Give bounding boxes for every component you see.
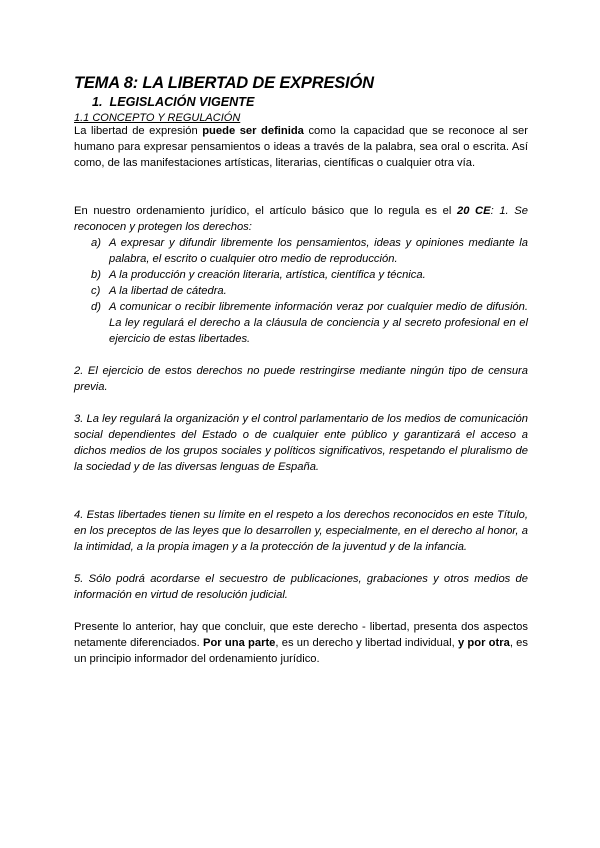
point-3: 3. La ley regulará la organización y el control parlamentario de los medios de comunicación social dependientes del Estado o de cualquier ente público y garantizará el acceso a dichos medios de los grupos sociales y políticos significativos, respetando el pluralismo de la sociedad y de las diversas lenguas de España. xyxy=(74,413,528,473)
list-item: d) A comunicar o recibir libremente información veraz por cualquier medio de difusión. La ley regulará el derecho a la cláusula de conciencia y al secreto profesional en el ejercicio de estas libertades. xyxy=(91,301,528,345)
document-title: TEMA 8: LA LIBERTAD DE EXPRESIÓN xyxy=(74,74,374,92)
section-number: 1. xyxy=(92,95,103,109)
section-label: LEGISLACIÓN VIGENTE xyxy=(109,95,255,109)
point-4: 4. Estas libertades tienen su límite en el respeto a los derechos reconocidos en este Título, en los preceptos de las leyes que lo desarrollen y, especialmente, en el derecho al honor, a la intimidad, a la propia imagen y a la protección de la juventud y de la infancia. xyxy=(74,509,528,553)
subsection-heading: 1.1 CONCEPTO Y REGULACIÓN xyxy=(74,112,241,124)
section-heading xyxy=(92,95,254,109)
point-2: 2. El ejercicio de estos derechos no puede restringirse mediante ningún tipo de censura previa. xyxy=(74,365,528,393)
conclusion-bold-2: y por otra xyxy=(457,637,510,649)
law-intro-paragraph: En nuestro ordenamiento jurídico, el artículo básico que lo regula es el 20 CE: 1. Se reconocen y protegen los derechos: xyxy=(74,205,528,233)
rights-list xyxy=(74,235,528,347)
list-item: b) A la producción y creación literaria, artística, científica y técnica. xyxy=(91,269,426,281)
list-item: a) A expresar y difundir libremente los pensamientos, ideas y opiniones mediante la palabra, el escrito o cualquier otro medio de reproducción. xyxy=(91,237,528,265)
conclusion-paragraph: Presente lo anterior, hay que concluir, que este derecho - libertad, presenta dos aspectos netamente diferenciados. Por una parte, es un derecho y libertad individual, y por otra, es un principio informador del ordenamiento jurídico. xyxy=(74,621,528,665)
article-reference: 20 CE xyxy=(456,205,491,217)
intro-paragraph: La libertad de expresión puede ser definida como la capacidad que se reconoce al ser humano para expresar pensamientos o ideas a través de la palabra, sea oral o escrita. Así como, de las manifestaciones artísticas, literarias, científicas o cualquier otra vía. xyxy=(74,125,528,169)
intro-bold: puede ser definida xyxy=(202,125,304,137)
conclusion-bold-1: Por una parte xyxy=(203,637,276,649)
list-item: c) A la libertad de cátedra. xyxy=(91,285,227,297)
point-5: 5. Sólo podrá acordarse el secuestro de publicaciones, grabaciones y otros medios de información en virtud de resolución judicial. xyxy=(74,573,528,601)
